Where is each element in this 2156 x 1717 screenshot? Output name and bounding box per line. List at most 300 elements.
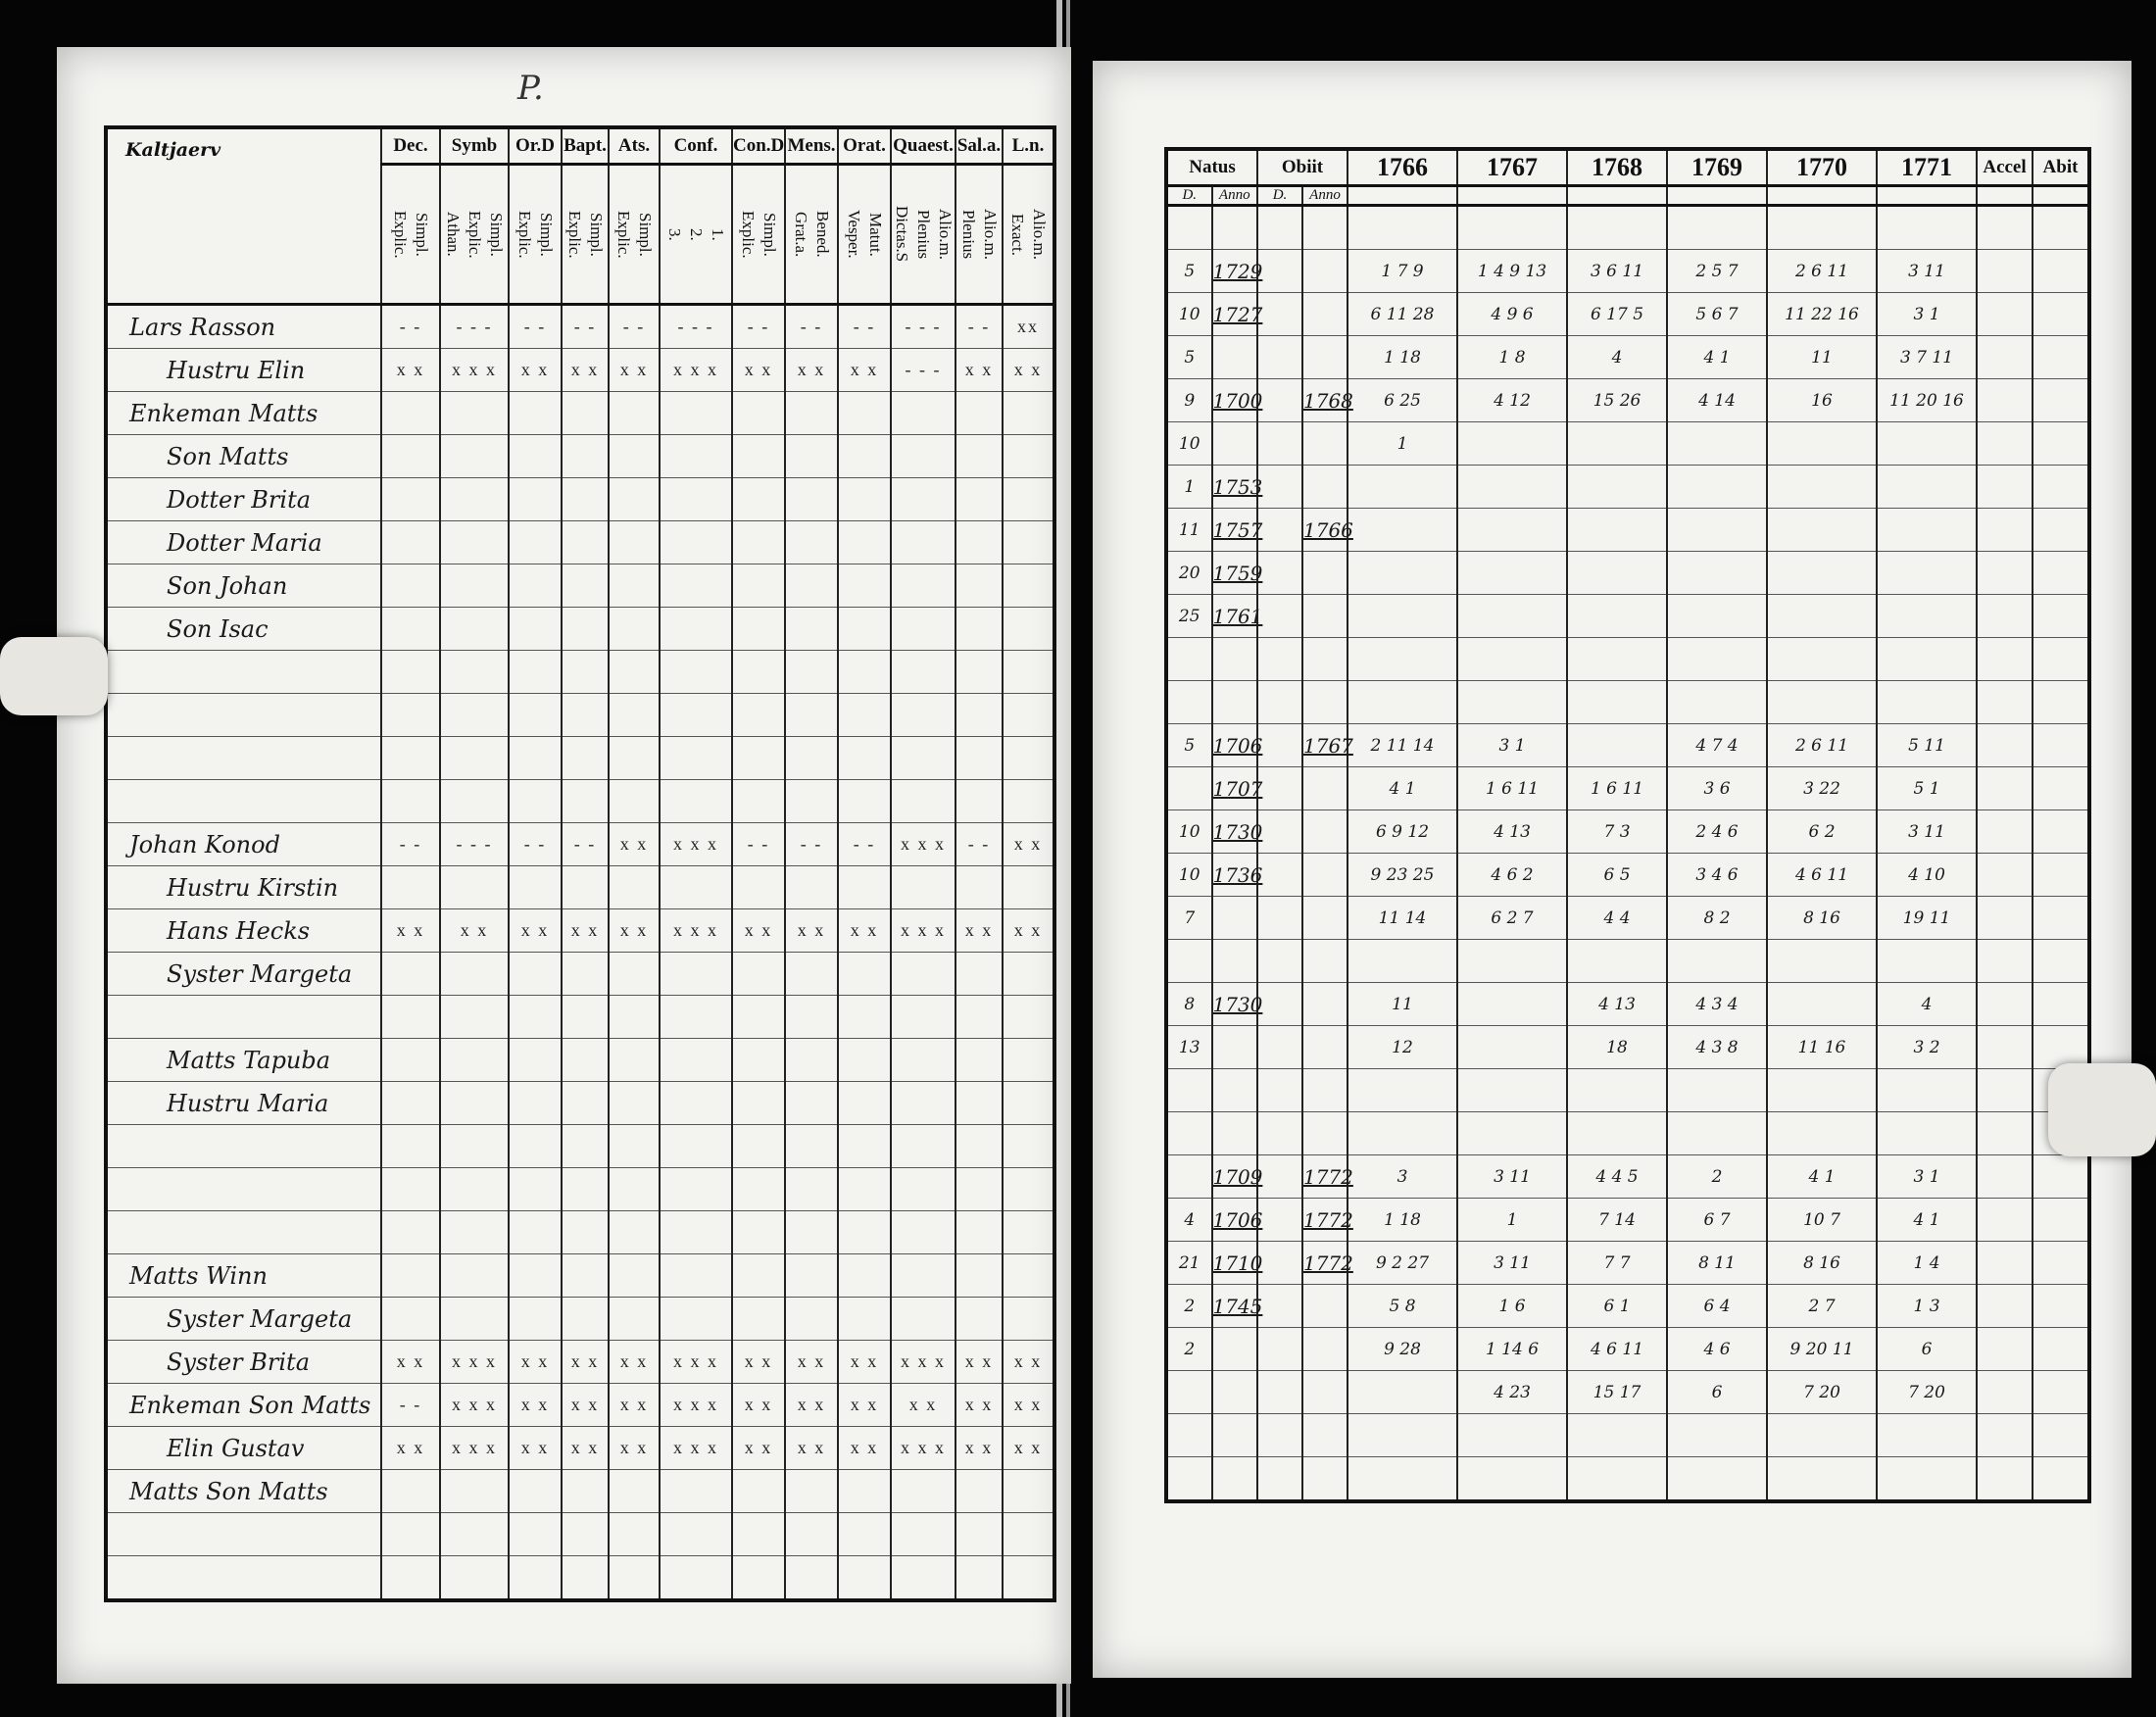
accel-cell (1977, 336, 2033, 379)
natus-year (1212, 940, 1258, 983)
table-row (106, 780, 1054, 823)
grade-mark (891, 1254, 956, 1298)
grade-mark (562, 1298, 609, 1341)
grade-mark (1003, 1298, 1054, 1341)
year-entry (1567, 1069, 1667, 1112)
subheader-label: Matut. (866, 212, 885, 257)
obiit-day (1257, 1285, 1302, 1328)
table-row (106, 996, 1054, 1039)
grade-mark (609, 1211, 660, 1254)
obiit-day (1257, 1328, 1302, 1371)
accel-cell (1977, 250, 2033, 293)
year-entry: 6 17 5 (1567, 293, 1667, 336)
obiit-year (1302, 1026, 1348, 1069)
grade-mark: x x (838, 1341, 891, 1384)
obiit-day (1257, 1069, 1302, 1112)
grade-mark: x x (609, 1384, 660, 1427)
grade-mark (956, 953, 1003, 996)
column-subheader-4 (609, 165, 660, 305)
year-entry: 11 16 (1767, 1026, 1877, 1069)
grade-mark (891, 866, 956, 909)
grade-mark (838, 953, 891, 996)
natus-year: 1727 (1212, 293, 1258, 336)
year-entry: 3 11 (1877, 250, 1977, 293)
grade-mark (660, 1039, 732, 1082)
grade-mark (381, 953, 440, 996)
obiit-year (1302, 1069, 1348, 1112)
accel-cell (1977, 724, 2033, 767)
natus-header: Natus (1166, 149, 1257, 186)
grade-mark (509, 1039, 562, 1082)
accel-cell (1977, 595, 2033, 638)
year-entry: 7 20 (1877, 1371, 1977, 1414)
grade-mark: x x (562, 1384, 609, 1427)
grade-mark (562, 1168, 609, 1211)
person-name: Syster Margeta (106, 1298, 381, 1341)
person-name (106, 780, 381, 823)
grade-mark (956, 564, 1003, 608)
grade-mark (838, 608, 891, 651)
grade-mark: x x x (660, 823, 732, 866)
subheader-label: 3. (665, 227, 684, 241)
grade-mark (609, 780, 660, 823)
subheader-label: Dictas.S (893, 206, 911, 263)
grade-mark (562, 521, 609, 564)
grade-mark (891, 1168, 956, 1211)
grade-mark (956, 737, 1003, 780)
year-entry (1877, 1112, 1977, 1155)
grade-mark (440, 1039, 509, 1082)
year-entry (1348, 1414, 1457, 1457)
grade-mark (660, 866, 732, 909)
table-row (1166, 1242, 2089, 1285)
abit-cell (2033, 1328, 2089, 1371)
subheader-label: Explic. (565, 210, 584, 259)
right-register-page (1093, 61, 2132, 1678)
grade-mark (440, 694, 509, 737)
natus-year (1212, 1112, 1258, 1155)
grade-mark (562, 478, 609, 521)
accel-cell (1977, 1371, 2033, 1414)
obiit-day (1257, 293, 1302, 336)
subheader-label: Simpl. (636, 212, 655, 257)
subheader-label: Bened. (813, 211, 832, 258)
table-row (106, 823, 1054, 866)
year-1766-header: 1766 (1348, 149, 1457, 186)
obiit-year (1302, 767, 1348, 810)
year-entry (1767, 422, 1877, 466)
year-entry (1348, 1457, 1457, 1502)
year-entry: 7 14 (1567, 1199, 1667, 1242)
accel-cell (1977, 1285, 2033, 1328)
grade-mark (732, 564, 785, 608)
year-entry: 6 2 7 (1457, 897, 1567, 940)
table-row (106, 651, 1054, 694)
table-row (106, 349, 1054, 392)
year-entry: 4 23 (1457, 1371, 1567, 1414)
obiit-day (1257, 940, 1302, 983)
natus-day: 4 (1166, 1199, 1212, 1242)
grade-mark: x x (956, 909, 1003, 953)
year-entry (1667, 509, 1767, 552)
grade-mark (509, 996, 562, 1039)
grade-mark: x x (732, 909, 785, 953)
obiit-year (1302, 1112, 1348, 1155)
grade-mark (381, 608, 440, 651)
grade-mark (891, 478, 956, 521)
grade-mark (509, 1168, 562, 1211)
table-row (1166, 509, 2089, 552)
natus-year: 1753 (1212, 466, 1258, 509)
natus-day (1166, 1155, 1212, 1199)
column-header-3: Bapt. (562, 127, 609, 165)
grade-mark (562, 953, 609, 996)
grade-mark (381, 737, 440, 780)
subheader-label: Alio.m. (981, 209, 1000, 260)
grade-mark: - - (956, 305, 1003, 349)
person-name: Enkeman Son Matts (106, 1384, 381, 1427)
accel-cell (1977, 422, 2033, 466)
grade-mark (562, 737, 609, 780)
grade-mark (732, 780, 785, 823)
year-entry (1667, 1112, 1767, 1155)
grade-mark (660, 521, 732, 564)
natus-year (1212, 422, 1258, 466)
table-row (106, 1470, 1054, 1513)
natus-day (1166, 1457, 1212, 1502)
year-entry (1348, 638, 1457, 681)
grade-mark (609, 478, 660, 521)
natus-day: 10 (1166, 854, 1212, 897)
grade-mark (509, 953, 562, 996)
year-entry: 3 7 11 (1877, 336, 1977, 379)
accel-cell (1977, 1242, 2033, 1285)
natus-year: 1761 (1212, 595, 1258, 638)
obiit-year (1302, 940, 1348, 983)
year-entry: 4 4 (1567, 897, 1667, 940)
table-row (1166, 379, 2089, 422)
grade-mark (381, 651, 440, 694)
grade-mark (440, 608, 509, 651)
grade-mark: x x (732, 1341, 785, 1384)
grade-mark (1003, 1168, 1054, 1211)
grade-mark: x x (381, 1427, 440, 1470)
natus-day: 9 (1166, 379, 1212, 422)
abit-cell (2033, 767, 2089, 810)
natus-day (1166, 767, 1212, 810)
obiit-day (1257, 724, 1302, 767)
grade-mark (838, 1211, 891, 1254)
natus-day: 1 (1166, 466, 1212, 509)
grade-mark: x x (381, 909, 440, 953)
grade-mark: - - (956, 823, 1003, 866)
grade-mark (838, 478, 891, 521)
grade-mark: x x (785, 1384, 838, 1427)
year-entry: 3 1 (1877, 1155, 1977, 1199)
grade-mark (891, 1211, 956, 1254)
grade-mark (381, 1556, 440, 1601)
grade-mark: x x (1003, 823, 1054, 866)
grade-mark (732, 392, 785, 435)
grade-mark: x x (509, 1384, 562, 1427)
grade-mark (609, 392, 660, 435)
natus-day (1166, 940, 1212, 983)
natus-year (1212, 1414, 1258, 1457)
year-entry: 8 2 (1667, 897, 1767, 940)
person-name (106, 1513, 381, 1556)
year-entry: 8 11 (1667, 1242, 1767, 1285)
person-name: Elin Gustav (106, 1427, 381, 1470)
left-register-page (57, 47, 1071, 1684)
grade-mark: - - (562, 305, 609, 349)
grade-mark (609, 996, 660, 1039)
year-entry: 6 (1877, 1328, 1977, 1371)
grade-mark (660, 1254, 732, 1298)
grade-mark (381, 1298, 440, 1341)
obiit-year: 1772 (1302, 1155, 1348, 1199)
column-subheader-2 (509, 165, 562, 305)
natus-year (1212, 897, 1258, 940)
grade-mark (956, 1513, 1003, 1556)
year-entry: 10 7 (1767, 1199, 1877, 1242)
grade-mark: - - - (891, 305, 956, 349)
grade-mark (440, 1211, 509, 1254)
grade-mark (891, 737, 956, 780)
subheader-group (661, 166, 731, 303)
year-entry: 3 11 (1457, 1155, 1567, 1199)
abit-cell (2033, 466, 2089, 509)
natus-year (1212, 206, 1258, 250)
obiit-day (1257, 250, 1302, 293)
grade-mark (838, 1470, 891, 1513)
year-entry (1877, 466, 1977, 509)
natus-year (1212, 1026, 1258, 1069)
grade-mark: x x (609, 349, 660, 392)
grade-mark (609, 1082, 660, 1125)
year-entry (1877, 1069, 1977, 1112)
subheader-group (382, 166, 439, 303)
obiit-year: 1772 (1302, 1199, 1348, 1242)
natus-year (1212, 681, 1258, 724)
obiit-year: 1768 (1302, 379, 1348, 422)
grade-mark (956, 651, 1003, 694)
year-entry (1877, 422, 1977, 466)
grade-mark: x x x (440, 1341, 509, 1384)
person-name: Hans Hecks (106, 909, 381, 953)
column-subheader-10 (956, 165, 1003, 305)
year-entry (1767, 1069, 1877, 1112)
year-entry (1667, 1414, 1767, 1457)
year-entry (1457, 1112, 1567, 1155)
natus-day: 10 (1166, 422, 1212, 466)
grade-mark (440, 435, 509, 478)
grade-mark (609, 521, 660, 564)
grade-mark (562, 1211, 609, 1254)
subheader-group (839, 166, 890, 303)
grade-mark: x x (562, 1427, 609, 1470)
subheader-label: Vesper. (845, 210, 863, 259)
table-row (1166, 595, 2089, 638)
grade-mark (732, 1168, 785, 1211)
grade-mark (956, 392, 1003, 435)
grade-mark (732, 608, 785, 651)
grade-mark (785, 694, 838, 737)
person-name: Enkeman Matts (106, 392, 381, 435)
grade-mark (956, 435, 1003, 478)
year-entry (1567, 509, 1667, 552)
grade-mark (509, 1082, 562, 1125)
obiit-year (1302, 681, 1348, 724)
grade-mark (509, 866, 562, 909)
year-entry: 15 26 (1567, 379, 1667, 422)
grade-mark (440, 737, 509, 780)
obiit-day (1257, 983, 1302, 1026)
accel-cell (1977, 940, 2033, 983)
grade-mark: - - - (660, 305, 732, 349)
grade-mark (562, 608, 609, 651)
grade-mark: x x (785, 909, 838, 953)
grade-mark: x x x (891, 1341, 956, 1384)
grade-mark (732, 1513, 785, 1556)
person-name: Hustru Kirstin (106, 866, 381, 909)
obiit-day (1257, 1457, 1302, 1502)
table-row (106, 1427, 1054, 1470)
grade-mark (509, 1470, 562, 1513)
grade-mark (732, 1125, 785, 1168)
column-header-2: Or.D (509, 127, 562, 165)
table-row (106, 521, 1054, 564)
year-entry (1457, 206, 1567, 250)
year-entry (1767, 940, 1877, 983)
grade-mark: xx (1003, 305, 1054, 349)
natus-year: 1757 (1212, 509, 1258, 552)
grade-mark: x x x (660, 1341, 732, 1384)
year-entry: 12 (1348, 1026, 1457, 1069)
year-entry (1567, 422, 1667, 466)
dates-table (1164, 147, 2091, 1503)
grade-mark (509, 564, 562, 608)
grade-mark (732, 521, 785, 564)
year-entry: 16 (1767, 379, 1877, 422)
grade-mark (609, 608, 660, 651)
grade-mark (956, 1470, 1003, 1513)
grade-mark: x x (509, 349, 562, 392)
person-name: Matts Tapuba (106, 1039, 381, 1082)
natus-year: 1706 (1212, 724, 1258, 767)
year-entry (1767, 595, 1877, 638)
grade-mark: x x (956, 1341, 1003, 1384)
year-entry (1877, 681, 1977, 724)
grade-mark (509, 1513, 562, 1556)
obiit-day (1257, 1155, 1302, 1199)
grade-mark: x x (509, 909, 562, 953)
obiit-year (1302, 595, 1348, 638)
year-1768-header: 1768 (1567, 149, 1667, 186)
grade-mark (440, 1125, 509, 1168)
year-entry: 19 11 (1877, 897, 1977, 940)
year-entry (1877, 509, 1977, 552)
column-header-6: Con.D (732, 127, 785, 165)
obiit-year (1302, 1328, 1348, 1371)
grade-mark: x x (956, 349, 1003, 392)
column-subheader-11 (1003, 165, 1054, 305)
year-entry: 1 4 9 13 (1457, 250, 1567, 293)
abit-cell (2033, 206, 2089, 250)
grade-mark (785, 478, 838, 521)
year-entry (1667, 1069, 1767, 1112)
abit-cell (2033, 1414, 2089, 1457)
person-name (106, 1168, 381, 1211)
person-name: Hustru Maria (106, 1082, 381, 1125)
table-row (106, 1384, 1054, 1427)
year-entry (1667, 206, 1767, 250)
grade-mark (660, 608, 732, 651)
year-entry (1457, 638, 1567, 681)
table-row (1166, 897, 2089, 940)
table-row (106, 1298, 1054, 1341)
abit-cell (2033, 1242, 2089, 1285)
year-entry (1348, 940, 1457, 983)
table-row (1166, 1285, 2089, 1328)
grade-mark: x x (1003, 1427, 1054, 1470)
natus-year: 1730 (1212, 983, 1258, 1026)
grade-mark (562, 866, 609, 909)
grade-mark (1003, 1470, 1054, 1513)
year-entry: 1 6 (1457, 1285, 1567, 1328)
grade-mark (732, 996, 785, 1039)
grade-mark (509, 651, 562, 694)
table-row (1166, 940, 2089, 983)
subheader-label: 1. (709, 227, 727, 241)
grade-mark (562, 1513, 609, 1556)
column-subheader-7 (785, 165, 838, 305)
grade-mark (838, 996, 891, 1039)
grade-mark (381, 392, 440, 435)
year-entry (1348, 552, 1457, 595)
abit-cell (2033, 810, 2089, 854)
grade-mark: x x (785, 1427, 838, 1470)
column-subheader-5 (660, 165, 732, 305)
person-name: Syster Brita (106, 1341, 381, 1384)
table-row (1166, 1026, 2089, 1069)
year-entry: 5 11 (1877, 724, 1977, 767)
year-entry: 1 18 (1348, 336, 1457, 379)
grade-mark (609, 1125, 660, 1168)
year-entry: 4 14 (1667, 379, 1767, 422)
year-entry: 8 16 (1767, 1242, 1877, 1285)
year-entry (1457, 983, 1567, 1026)
year-entry: 6 9 12 (1348, 810, 1457, 854)
table-row (106, 435, 1054, 478)
grade-mark (440, 521, 509, 564)
year-entry (1457, 681, 1567, 724)
grade-mark: - - (785, 305, 838, 349)
grade-mark (956, 780, 1003, 823)
grade-mark: - - (838, 823, 891, 866)
grade-mark (381, 866, 440, 909)
obiit-day (1257, 595, 1302, 638)
abit-cell (2033, 1371, 2089, 1414)
year-entry: 5 6 7 (1667, 293, 1767, 336)
grade-mark: - - (509, 305, 562, 349)
obiit-day (1257, 638, 1302, 681)
column-header-10: Sal.a. (956, 127, 1003, 165)
natus-day: 13 (1166, 1026, 1212, 1069)
grade-mark (838, 1039, 891, 1082)
table-row (1166, 724, 2089, 767)
grade-mark (509, 521, 562, 564)
grade-mark (1003, 1125, 1054, 1168)
